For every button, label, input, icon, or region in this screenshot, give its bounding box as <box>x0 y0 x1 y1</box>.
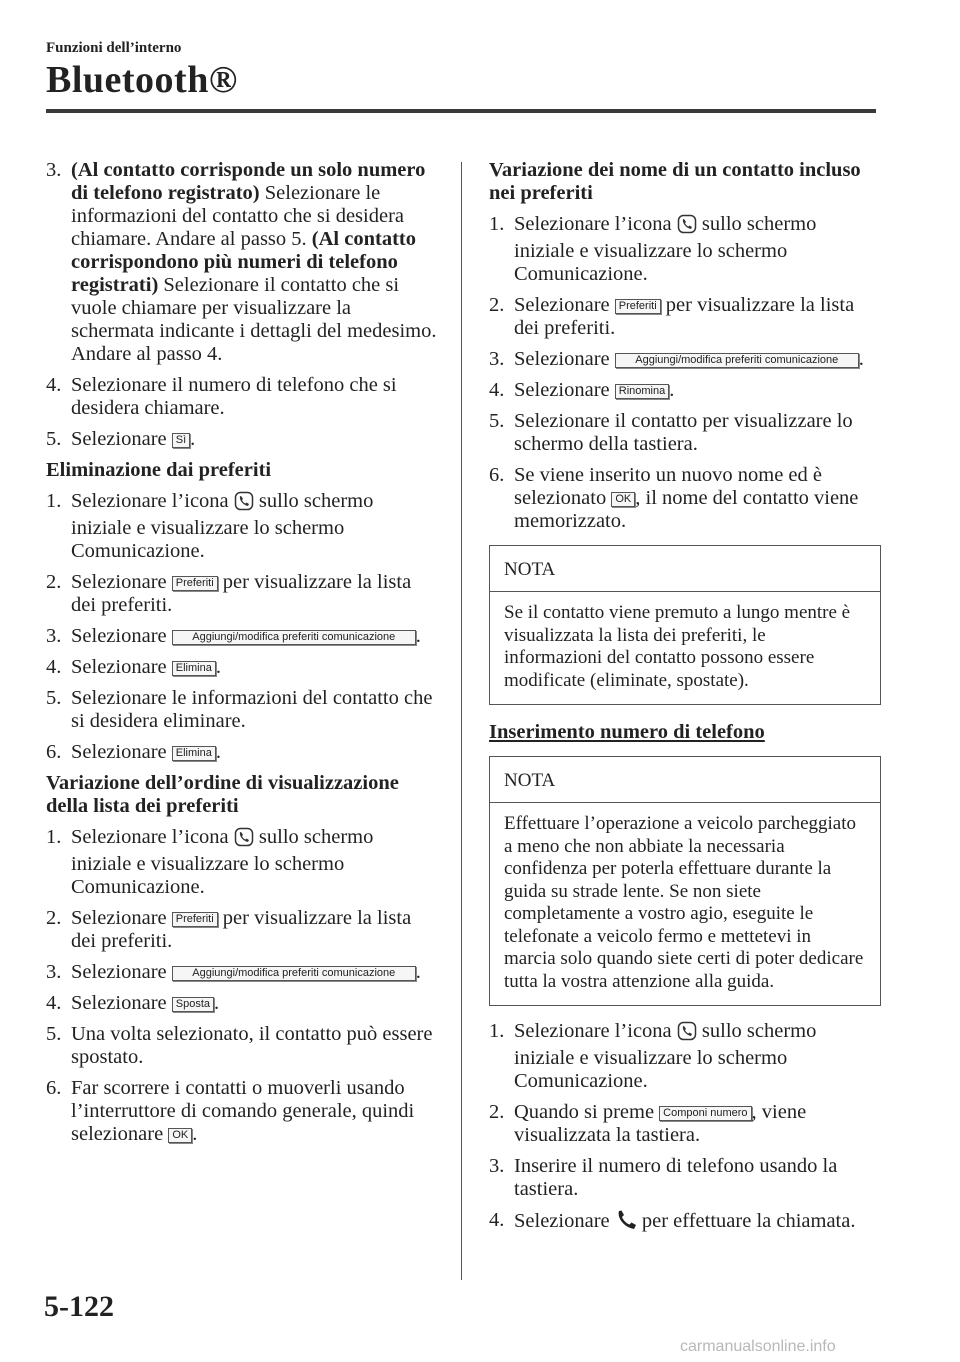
condition-multiple-numbers: (Al contatto corrispondono più numeri di telefono registrati) <box>71 228 416 296</box>
note-box-safety <box>489 756 881 1006</box>
elim-step-3 <box>46 625 438 648</box>
step-number: 3. <box>46 625 62 647</box>
step-text: . <box>192 1123 198 1145</box>
left-column <box>46 159 438 1154</box>
step-text: per visualizzare la lista dei preferiti. <box>71 907 412 952</box>
step-number: 4. <box>46 656 62 678</box>
step-number: 5. <box>46 428 62 450</box>
heading-ordine: Variazione dell’ordine di visualizzazione della lista dei preferiti <box>46 772 399 817</box>
elim-step-1 <box>46 490 438 563</box>
step-text: Selezionare <box>71 571 167 593</box>
step-text: Una volta selezionato, il contatto può essere spostato. <box>71 1023 433 1068</box>
step-text: Selezionare <box>71 656 167 678</box>
heading-inserimento: Inserimento numero di telefono <box>489 721 765 743</box>
step-4 <box>46 374 438 420</box>
step-text: Selezionare l’icona <box>514 213 672 235</box>
step-text: Se viene inserito un nuovo nome ed è selezionato <box>514 464 823 509</box>
order-step-2 <box>46 907 438 953</box>
step-number: 5. <box>46 1023 62 1045</box>
step-text: Selezionare il contatto che si vuole chiamare per visualizzare la schermata indicante i dettagli del medesimo. Andare al passo 4. <box>71 274 437 365</box>
step-text: Selezionare l’icona <box>71 826 229 848</box>
order-step-3 <box>46 961 438 984</box>
rename-step-2 <box>489 294 881 340</box>
step-number: 4. <box>489 1209 505 1231</box>
right-column <box>489 159 881 1245</box>
sposta-button[interactable]: Sposta <box>172 997 214 1012</box>
elimina-button[interactable]: Elimina <box>172 746 216 761</box>
step-number: 2. <box>489 1101 505 1123</box>
ok-button[interactable]: OK <box>611 492 635 507</box>
step-text: Selezionare le informazioni del contatto che si desidera eliminare. <box>71 687 433 732</box>
step-text: Selezionare <box>71 907 167 929</box>
step-text: . <box>669 379 675 401</box>
step-number: 5. <box>489 410 505 432</box>
step-text: Selezionare <box>71 992 167 1014</box>
elimina-button[interactable]: Elimina <box>172 661 216 676</box>
title-rule <box>46 109 876 113</box>
step-text: sullo schermo iniziale e visualizzare lo schermo Comunicazione. <box>71 490 374 562</box>
step-number: 3. <box>489 1155 505 1177</box>
step-number: 3. <box>46 159 62 181</box>
step-text: Selezionare <box>514 348 610 370</box>
note-body: Se il contatto viene premuto a lungo mentre è visualizzata la lista dei preferiti, le informazioni del contatto possono essere modificate (eliminate, spostate). <box>504 602 851 691</box>
section-label: Funzioni dell’interno <box>46 40 182 56</box>
step-number: 1. <box>489 1020 505 1042</box>
step-number: 2. <box>489 294 505 316</box>
note-title: NOTA <box>490 757 880 803</box>
rename-step-6 <box>489 464 881 533</box>
step-number: 4. <box>489 379 505 401</box>
step-text: Selezionare <box>71 428 167 450</box>
step-number: 1. <box>46 826 62 848</box>
phone-screen-icon <box>677 1021 697 1047</box>
ok-button[interactable]: OK <box>168 1128 192 1143</box>
step-text: . <box>190 428 196 450</box>
step-text: . <box>215 741 221 763</box>
componi-numero-button[interactable]: Componi numero <box>659 1106 751 1121</box>
phone-screen-icon <box>234 827 254 853</box>
aggiungi-modifica-button[interactable]: Aggiungi/modifica preferiti comunicazione <box>615 353 859 368</box>
order-step-6 <box>46 1077 438 1146</box>
dial-step-2 <box>489 1101 881 1147</box>
phone-screen-icon <box>677 214 697 240</box>
step-number: 1. <box>489 213 505 235</box>
step-text: Far scorrere i contatti o muoverli usando l’interruttore di comando generale, quindi selezionare <box>71 1077 415 1145</box>
step-text: sullo schermo iniziale e visualizzare lo schermo Comunicazione. <box>514 1020 817 1092</box>
step-text: per visualizzare la lista dei preferiti. <box>71 571 412 616</box>
step-text: Selezionare <box>514 294 610 316</box>
step-text: per effettuare la chiamata. <box>641 1210 856 1232</box>
step-text: Selezionare <box>514 1210 610 1232</box>
step-text: Inserire il numero di telefono usando la tastiera. <box>514 1155 838 1200</box>
dial-step-3 <box>489 1155 881 1201</box>
elim-step-6 <box>46 741 438 764</box>
preferiti-button[interactable]: Preferiti <box>615 299 661 314</box>
step-text: sullo schermo iniziale e visualizzare lo schermo Comunicazione. <box>514 213 817 285</box>
step-text: Selezionare le informazioni del contatto che si desidera chiamare. Andare al passo 5. <box>71 182 405 250</box>
rename-step-3 <box>489 348 881 371</box>
dial-step-1 <box>489 1020 881 1093</box>
rinomina-button[interactable]: Rinomina <box>615 384 669 399</box>
step-text: . <box>415 961 421 983</box>
order-step-5 <box>46 1023 438 1069</box>
step-number: 3. <box>46 961 62 983</box>
column-divider <box>461 162 462 1280</box>
rename-step-4 <box>489 379 881 402</box>
step-number: 4. <box>46 992 62 1014</box>
preferiti-button[interactable]: Preferiti <box>172 912 218 927</box>
si-button[interactable]: Sì <box>172 433 190 448</box>
watermark: carmanualsonline.info <box>680 1338 836 1355</box>
step-number: 2. <box>46 907 62 929</box>
step-text: , viene visualizzata la tastiera. <box>514 1101 807 1146</box>
elim-step-5 <box>46 687 438 733</box>
note-title: NOTA <box>490 546 880 592</box>
phone-call-icon[interactable] <box>615 1209 637 1237</box>
step-text: Selezionare <box>71 961 167 983</box>
elim-step-2 <box>46 571 438 617</box>
step-text: , il nome del contatto viene memorizzato. <box>514 487 859 532</box>
note-body: Effettuare l’operazione a veicolo parcheggiato a meno che non abbiate la necessaria confidenza per poterla effettuare durante la guida su strade lente. Se non siete completamente a vostro agio, eseguite le telefonate a veicolo fermo e mettetevi in marcia solo quando siete certi di poter dedicare tutta la vostra attenzione alla guida. <box>504 813 864 992</box>
step-3 <box>46 159 438 366</box>
page-title: Bluetooth® <box>46 59 238 101</box>
step-number: 5. <box>46 687 62 709</box>
order-step-1 <box>46 826 438 899</box>
condition-single-number: (Al contatto corrisponde un solo numero di telefono registrato) <box>71 159 426 204</box>
phone-screen-icon <box>234 491 254 517</box>
step-text: . <box>214 992 220 1014</box>
step-5 <box>46 428 438 451</box>
step-text: . <box>215 656 221 678</box>
step-text: Selezionare <box>514 379 610 401</box>
aggiungi-modifica-button[interactable]: Aggiungi/modifica preferiti comunicazione <box>172 630 416 645</box>
step-text: Selezionare <box>71 625 167 647</box>
step-text: . <box>415 625 421 647</box>
step-number: 6. <box>46 741 62 763</box>
step-number: 2. <box>46 571 62 593</box>
rename-step-1 <box>489 213 881 286</box>
step-number: 6. <box>46 1077 62 1099</box>
step-number: 3. <box>489 348 505 370</box>
step-text: Selezionare l’icona <box>514 1020 672 1042</box>
heading-rinomina: Variazione dei nome di un contatto incluso nei preferiti <box>489 159 861 204</box>
step-text: Selezionare l’icona <box>71 490 229 512</box>
step-text: per visualizzare la lista dei preferiti. <box>514 294 855 339</box>
aggiungi-modifica-button[interactable]: Aggiungi/modifica preferiti comunicazione <box>172 966 416 981</box>
heading-eliminazione: Eliminazione dai preferiti <box>46 459 272 481</box>
step-text: Quando si preme <box>514 1101 655 1123</box>
step-text: Selezionare <box>71 741 167 763</box>
step-number: 6. <box>489 464 505 486</box>
rename-step-5 <box>489 410 881 456</box>
step-number: 4. <box>46 374 62 396</box>
step-text: . <box>858 348 864 370</box>
elim-step-4 <box>46 656 438 679</box>
step-text: Selezionare il numero di telefono che si desidera chiamare. <box>71 374 397 419</box>
page-number: 5-122 <box>44 1290 114 1323</box>
step-text: sullo schermo iniziale e visualizzare lo schermo Comunicazione. <box>71 826 374 898</box>
step-text: Selezionare il contatto per visualizzare lo schermo della tastiera. <box>514 410 853 455</box>
order-step-4 <box>46 992 438 1015</box>
preferiti-button[interactable]: Preferiti <box>172 576 218 591</box>
step-number: 1. <box>46 490 62 512</box>
dial-step-4 <box>489 1209 881 1237</box>
note-box-long-press <box>489 545 881 705</box>
